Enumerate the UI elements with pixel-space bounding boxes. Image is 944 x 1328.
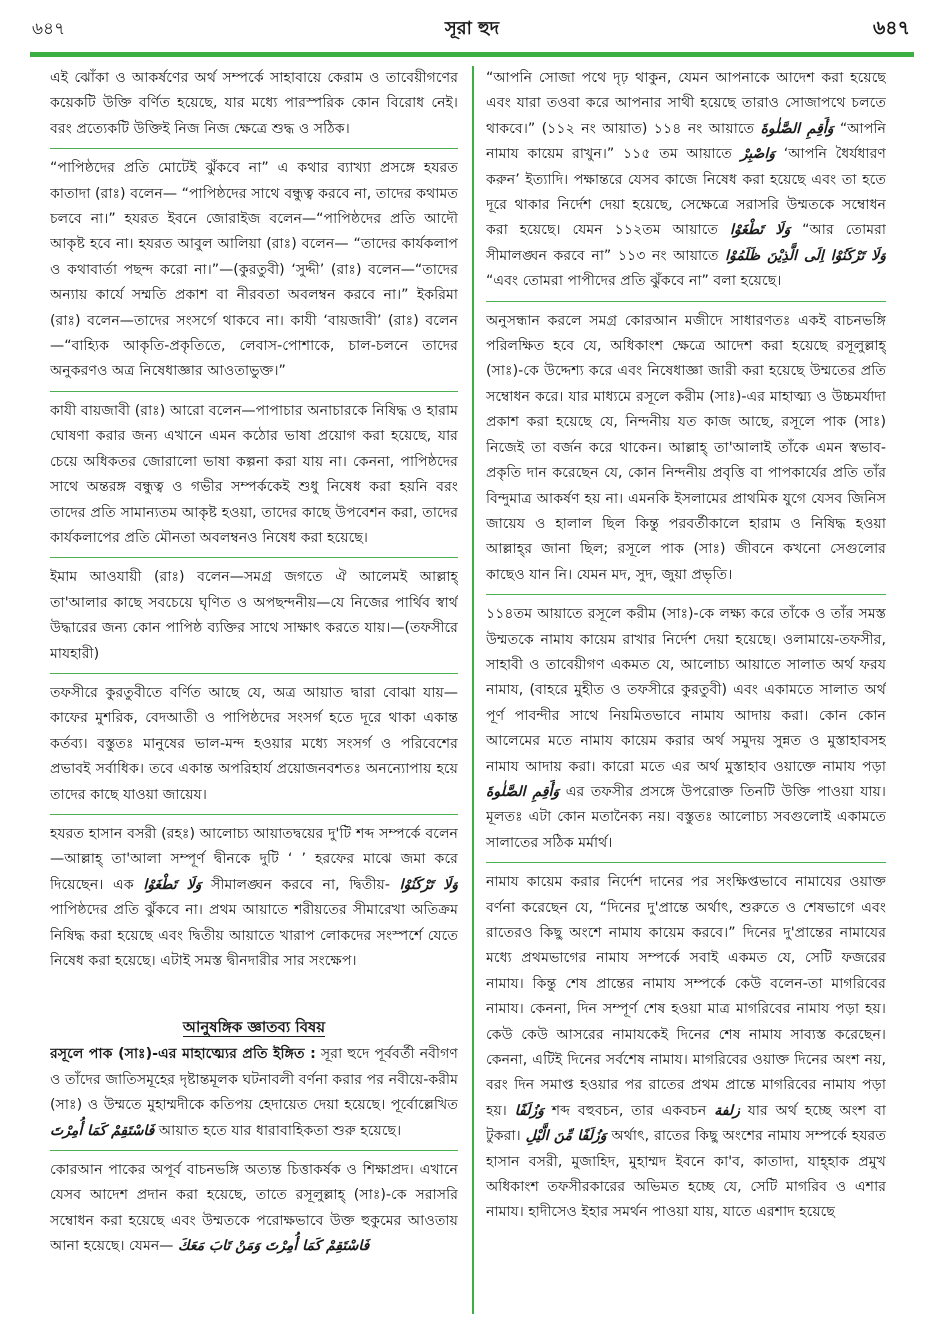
left-paragraph-3: কাযী বায়জাবী (রাঃ) আরো বলেন—পাপাচার অনাচারকে নিষিদ্ধ ও হারাম ঘোষণা করার জন্য এখানে এমন কঠোর ভাষা প্রয়োগ করা হয়েছে, যার চেয়ে অধিকতর জোরালো ভাষা কল্পনা করা যায় না। কেননা, পাপিষ্ঠদের সাথে অন্তরঙ্গ বন্ধুত্ব ও গভীর সম্পর্ককেই শুধু নিষেধ করা হয়নি বরং তাদের প্রতি সামান্যতম আকৃষ্ট হওয়া, তাদের কাছে উপবেশন করা, তাদের কার্যকলাপের প্রতি মৌনতা অবলম্বনও নিষেধ করা হয়েছে। (50, 399, 458, 558)
left-paragraph-2: “পাপিষ্ঠদের প্রতি মোটেই ঝুঁকবে না” এ কথার ব্যাখ্যা প্রসঙ্গে হযরত কাতাদা (রাঃ) বলেন— “পাপিষ্ঠদের সাথে বন্ধুত্ব করবে না, তাদের কথামত চলবে না।” হযরত ইবনে জোরাইজ বলেন—“পাপিষ্ঠদের প্রতি আদৌ আকৃষ্ট হবে না। হযরত আবুল আলিয়া (রাঃ) বলেন— “তাদের কার্যকলাপ ও কথাবার্তা পছন্দ করো না।”—(কুরতুবী) ‘সুদ্দী’ (রাঃ) বলেন—“তাদের অন্যায় কার্যে সম্মতি প্রকাশ বা নীরবতা অবলম্বন করবে না।” ইকরিমা (রাঃ) বলেন—তাদের সংসর্গে থাকবে না। কাযী ‘বায়জাবী’ (রাঃ) বলেন—“বাহ্যিক আকৃতি-প্রকৃতিতে, লেবাস-পোশাকে, চাল-চলনে তাদের অনুকরণও অত্র নিষেধাজ্ঞার আওতাভুক্ত।” (50, 156, 458, 392)
text-span: নামায কায়েম করার নির্দেশ দানের পর সংক্ষিপ্তভাবে নামাযের ওয়াক্ত বর্ণনা করেছেন যে, “দিনের দু'প্রান্তে অর্থাৎ, শুরুতে ও শেষভাগে এবং রাতেরও কিছু অংশে নামায কায়েম করবে।” দিনের দু'প্রান্তের নামাযের মধ্যে প্রথমভাগের নামায সম্পর্কে সবাই একমত যে, সেটি ফজরের নামায। কিন্তু শেষ প্রান্তের নামায সম্পর্কে কেউ বলেন-তা মাগরিবের নামায। কেননা, দিন সম্পূর্ণ শেষ হওয়া মাত্র মাগরিবের নামায পড়া হয়। কেউ কেউ আসরের নামাযকেই দিনের শেষ নামায সাব্যস্ত করেছেন। কেননা, এটিই দিনের সর্বশেষ নামায। মাগরিবের ওয়াক্ত দিনের অংশ নয়, বরং দিন সমাপ্ত হওয়ার পর রাতের প্রথম প্রান্তে মাগরিবের নামায পড়া হয়। (486, 874, 886, 1119)
arabic-phrase: وَاصْبِرْ (740, 146, 776, 163)
arabic-phrase: فَاسْتَقِمْ كَمَا أُمِرْتَ وَمَنْ تَابَ مَعَكَ (178, 1238, 370, 1255)
text-span: কোরআন পাকের অপূর্ব বাচনভঙ্গি অত্যন্ত চিত্তাকর্ষক ও শিক্ষাপ্রদ। এখানে যেসব আদেশ প্রদান করা হয়েছে, তাতে রসূলুল্লাহ্ (সাঃ)-কে সরাসরি সম্বোধন করা হয়েছে এবং উম্মতকে পরোক্ষভাবে উক্ত হুকুমের আওতায় আনা হয়েছে। যেমন— (50, 1162, 458, 1255)
text-span: অর্থাৎ, রাতের কিছু অংশের নামায সম্পর্কে হযরত হাসান বসরী, মুজাহিদ, মুহাম্মদ ইবনে কা'ব, কাতাদা, যাহ্হাক প্রমুখ অধিকাংশ তফসীরকারের অভিমত হচ্ছে যে, সেটি মাগরিব ও এশার নামায। হাদীসেও ইহার সমর্থন পাওয়া যায়, যাতে এরশাদ হয়েছে (486, 1128, 886, 1221)
surah-title: সূরা হুদ (444, 18, 500, 39)
text-span: “আপনি সোজা পথে দৃঢ় থাকুন, যেমন আপনাকে আদেশ করা হয়েছে এবং যারা তওবা করে আপনার সাথী হয়েছে তারাও সোজাপথে চলতে থাকবে।” (১১২ নং আয়াত) ১১৪ নং আয়াতে (486, 70, 886, 137)
right-paragraph-3 (486, 602, 886, 863)
text-span: পাপিষ্ঠদের প্রতি ঝুঁকবে না। প্রথম আয়াতে শরীয়তের সীমারেখা অতিক্রম নিষিদ্ধ করা হয়েছে এবং দ্বিতীয় আয়াতে খারাপ লোকদের সংস্পর্শে যেতে নিষেধ করা হয়েছে। এটাই সমস্ত দ্বীনদারীর সার সংক্ষেপ। (50, 902, 458, 969)
text-span: সূরা হুদে পূর্ববর্তী নবীগণ ও তাঁদের জাতিসমূহের দৃষ্টান্তমূলক ঘটনাবলী বর্ণনা করার পর নবীয়ে-করীম (সাঃ) ও উম্মতে মুহাম্মদীকে কতিপয় হেদায়েত দেয়া হয়েছে। পূর্বোল্লেখিত (50, 1046, 458, 1114)
arabic-phrase: وَأَقِمِ الصَّلٰوةَ (486, 783, 560, 800)
text-span: ১১৪তম আয়াতে রসূলে করীম (সাঃ)-কে লক্ষ্য করে তাঁকে ও তাঁর সমস্ত উম্মতকে নামায কায়েম রাখার নির্দেশ দেয়া হয়েছে। ওলামায়ে-তফসীর, সাহাবী ও তাবেয়ীগণ একমত যে, আলোচ্য আয়াতে সালাত অর্থ ফরয নামায, (বাহরে মুহীত ও তফসীরে কুরতুবী) এবং একামতে সালাত অর্থ পূর্ণ পাবন্দীর সাথে নিয়মিতভাবে নামায আদায় করা। কোন কোন আলেমের মতে নামায কায়েম করার অর্থ সমুদয় সুন্নত ও মুস্তাহাবসহ নামায আদায় করা। কারো মতে এর অর্থ মুস্তাহাব ওয়াক্তে নামায পড়া (486, 606, 886, 775)
text-span: ‘আপনি ধৈর্যধারণ করুন’ ইত্যাদি। পক্ষান্তরে যেসব কাজে নিষেধ করা হয়েছে এবং তা হতে দূরে থাকার নির্দেশ দেয়া হয়েছে, সেক্ষেত্রে সরাসরি উম্মতকে সম্বোধন করা হয়েছে। যেমন ১১২তম আয়াতে (486, 146, 886, 239)
paragraph-lead: রসূলে পাক (সাঃ)-এর মাহাত্ম্যের প্রতি ইঙ্গিত : (50, 1046, 316, 1063)
text-span: “আপনি নামায কায়েম রাখুন।” ১১৫ তম আয়াতে (486, 120, 886, 163)
arabic-phrase: وَلَا تَرْكَنُوْا اِلَى الَّذِيْنَ ظَلَمُوْا (725, 247, 886, 264)
header-rule (30, 52, 914, 57)
right-paragraph-2: অনুসন্ধান করলে সমগ্র কোরআন মজীদে সাধারণতঃ একই বাচনভঙ্গি পরিলক্ষিত হবে যে, অধিকাংশ ক্ষেত্রে আদেশ করা হয়েছে রসূলুল্লাহ্ (সাঃ)-কে উদ্দেশ্য করে এবং নিষেধাজ্ঞা জারী করা হয়েছে উম্মতের প্রতি সম্বোধন করে। যার মাধ্যমে রসূলে করীম (সাঃ)-এর মাহাত্ম্য ও উচ্চমর্যাদা প্রকাশ করা হয়েছে যে, নিন্দনীয় যত কাজ আছে, রসূলে পাক (সাঃ) নিজেই তা বর্জন করে থাকেন। আল্লাহ্ তা'আলাই তাঁকে এমন স্বভাব-প্রকৃতি দান করেছেন যে, কোন নিন্দনীয় প্রবৃত্তি বা পাপকার্যের প্রতি তাঁর বিন্দুমাত্র আকর্ষণ হয় না। এমনকি ইসলামের প্রাথমিক যুগে যেসব জিনিস জায়েয ও হালাল ছিল কিন্তু পরবর্তীকালে হারাম ও নিষিদ্ধ হওয়া আল্লাহ্‌র জানা ছিল; রসূলে পাক (সাঃ) জীবনে কখনো সেগুলোর কাছেও যান নি। যেমন মদ, সুদ, জুয়া প্রভৃতি। (486, 309, 886, 595)
text-span: যার অর্থ হচ্ছে অংশ বা টুকরা। (486, 1102, 886, 1145)
text-span: “এবং তোমরা পাপীদের প্রতি ঝুঁকবে না” বলা হয়েছে। (486, 273, 782, 290)
left-paragraph-4: ইমাম আওযায়ী (রাঃ) বলেন—সমগ্র জগতে ঐ আলেমই আল্লাহ্ তা'আলার কাছে সবচেয়ে ঘৃণিত ও অপছন্দনীয়—যে নিজের পার্থিব স্বার্থ উদ্ধারের জন্য কোন পাপিষ্ঠ ব্যক্তির সাথে সাক্ষাৎ করতে যায়।—(তফসীরে মাযহারী) (50, 565, 458, 674)
arabic-phrase: وَلَا تَطْغَوْا (729, 222, 791, 239)
left-paragraph-8 (50, 1158, 458, 1266)
section-heading (50, 1014, 458, 1040)
arabic-phrase: وَزُلَفًا (514, 1102, 544, 1119)
page-number-right: ৬৪৭ (872, 17, 910, 39)
left-paragraph-7 (50, 1042, 458, 1151)
arabic-phrase: زلفة (714, 1102, 740, 1119)
text-span: শব্দ বহুবচন, তার একবচন (551, 1102, 707, 1119)
arabic-phrase: وَأَقِمِ الصَّلٰوةَ (760, 120, 834, 137)
left-column (50, 66, 458, 1314)
left-paragraph-5: তফসীরে কুরতুবীতে বর্ণিত আছে যে, অত্র আয়াত দ্বারা বোঝা যায়—কাফের মুশরিক, বেদআতী ও পাপিষ্ঠদের সংসর্গ হতে দূরে থাকা একান্ত কর্তব্য। বস্তুতঃ মানুষের ভাল-মন্দ হওয়ার মধ্যে সংসর্গ ও পরিবেশের প্রভাবই সর্বাধিক। তবে একান্ত অপরিহার্য প্রয়োজনবশতঃ অনন্যোপায় হয়ে তাদের কাছে যাওয়া জায়েয। (50, 681, 458, 815)
right-paragraph-1 (486, 66, 886, 302)
arabic-phrase: وَلَا تَرْكَنُوْا (399, 876, 458, 893)
arabic-phrase: وَزُلَفًا مِّنَ الَّيْلِ (525, 1128, 607, 1145)
column-divider (472, 66, 474, 1314)
left-paragraph-6 (50, 822, 458, 980)
text-span: সীমালঙ্ঘন করবে না, দ্বিতীয়- (211, 876, 390, 893)
arabic-phrase: وَلَا تَطْغَوْا (143, 876, 202, 893)
section-heading-text: আনুষঙ্গিক জ্ঞাতব্য বিষয় (182, 1018, 326, 1037)
text-span: “আর তোমরা সীমালঙ্ঘন করবে না” ১১৩ নং আয়াতে (486, 222, 886, 264)
page-number-left: ৬৪৭ (32, 19, 66, 39)
left-paragraph-1: এই ঝোঁকা ও আকর্ষণের অর্থ সম্পর্কে সাহাবায়ে কেরাম ও তাবেয়ীগণের কয়েকটি উক্তি বর্ণিত হয়েছে, যার মধ্যে পারস্পরিক কোন বিরোধ নেই। বরং প্রত্যেকটি উক্তিই নিজ নিজ ক্ষেত্রে শুদ্ধ ও সঠিক। (50, 66, 458, 149)
arabic-phrase: فَاسْتَقِمْ كَمَا أُمِرْتَ (50, 1122, 155, 1139)
page-header (30, 8, 914, 58)
text-span: এর তফসীর প্রসঙ্গে উপরোক্ত তিনটি উক্তি পাওয়া যায়। মূলতঃ এটা কোন মতানৈক্য নয়। বস্তুতঃ আলোচ্য সবগুলোই একামতে সালাতের সঠিক মর্মার্থ। (486, 783, 886, 851)
right-column (486, 66, 886, 1314)
right-paragraph-4 (486, 870, 886, 1232)
text-span: হযরত হাসান বসরী (রহঃ) আলোচ্য আয়াতদ্বয়ের দু'টি শব্দ সম্পর্কে বলেন—আল্লাহ্ তা'আলা সম্পূর্ণ দ্বীনকে দুটি ‘ ’ হরফের মাঝে জমা করে দিয়েছেন। এক (50, 825, 458, 893)
text-span: আয়াত হতে যার ধারাবাহিকতা শুরু হয়েছে। (158, 1122, 402, 1139)
